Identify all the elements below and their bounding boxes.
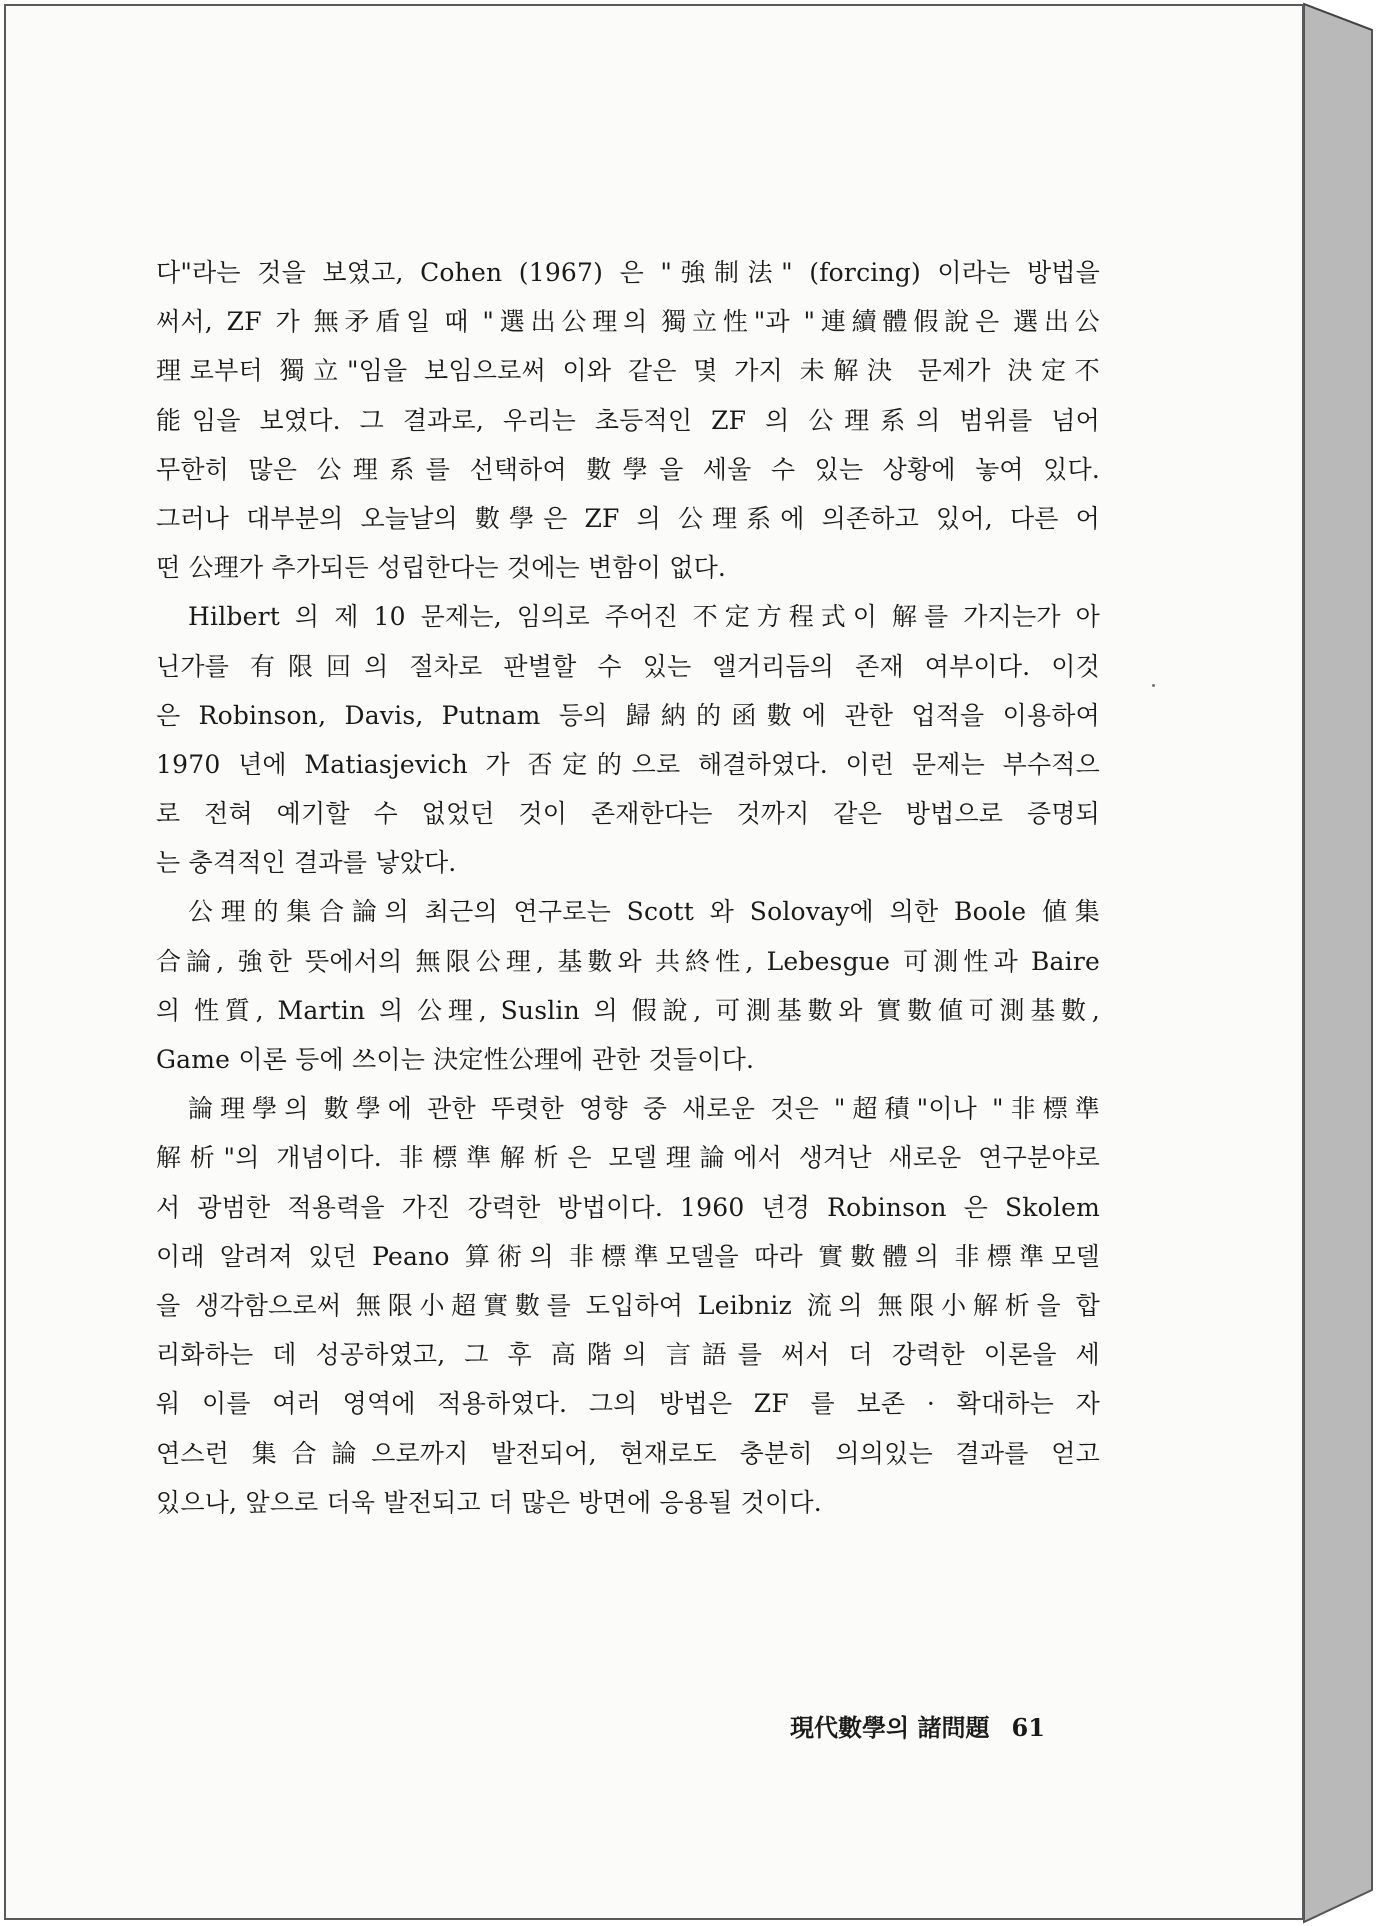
text-line: 로 전혀 예기할 수 없었던 것이 존재한다는 것까지 같은 방법으로 증명되 (156, 799, 1100, 829)
running-title: 現代數學의 諸問題 (790, 1713, 990, 1742)
page-number: 61 (1011, 1713, 1045, 1742)
text-line: 서 광범한 적용력을 가진 강력한 방법이다. 1960 년경 Robinson 은 Skolem (156, 1192, 1100, 1222)
text-line: 의 性質, Martin 의 公理, Suslin 의 假說, 可測基數와 實數値可測基數, (156, 995, 1100, 1025)
text-line: 能임을 보였다. 그 결과로, 우리는 초등적인 ZF 의 公理系의 범위를 넘어 (156, 405, 1100, 435)
text-line: 써서, ZF 가 無矛盾일 때 "選出公理의 獨立性"과 "連續體假說은 選出公 (156, 307, 1100, 337)
paper-speck (1152, 684, 1155, 687)
text-line: 워 이를 여러 영역에 적용하였다. 그의 방법은 ZF 를 보존 · 확대하는 자 (156, 1389, 1100, 1419)
text-line: 연스런 集合論으로까지 발전되어, 현재로도 충분히 의의있는 결과를 얻고 (156, 1438, 1100, 1468)
text-line: 解析"의 개념이다. 非標準解析은 모델理論에서 생겨난 새로운 연구분야로 (156, 1143, 1100, 1173)
text-line: Hilbert 의 제 10 문제는, 임의로 주어진 不定方程式이 解를 가지는가 아 (188, 602, 1100, 632)
text-line: 다"라는 것을 보였고, Cohen (1967) 은 "強制法" (forcing) 이라는 방법을 (156, 258, 1100, 287)
text-line: Game 이론 등에 쓰이는 決定性公理에 관한 것들이다. (156, 1045, 755, 1074)
text-line: 1970 년에 Matiasjevich 가 否定的으로 해결하였다. 이런 문제는 부수적으 (156, 749, 1100, 779)
text-line: 무한히 많은 公理系를 선택하여 數學을 세울 수 있는 상황에 놓여 있다. (156, 454, 1100, 484)
body-text (156, 248, 1100, 1527)
text-line: 은 Robinson, Davis, Putnam 등의 歸納的函數에 관한 업적을 이용하여 (156, 700, 1100, 730)
text-line: 公理的集合論의 최근의 연구로는 Scott 와 Solovay에 의한 Boole 値集 (188, 897, 1100, 927)
text-line: 合論, 強한 뜻에서의 無限公理, 基數와 共終性, Lebesgue 可測性과 Baire (156, 946, 1100, 976)
text-line: 닌가를 有限回의 절차로 판별할 수 있는 앨거리듬의 존재 여부이다. 이것 (156, 651, 1100, 681)
text-line: 을 생각함으로써 無限小超實數를 도입하여 Leibniz 流의 無限小解析을 합 (156, 1290, 1100, 1320)
text-line: 있으나, 앞으로 더욱 발전되고 더 많은 방면에 응용될 것이다. (156, 1487, 822, 1517)
text-line: 理로부터 獨立"임을 보임으로써 이와 같은 몇 가지 未解決 문제가 決定不 (156, 356, 1100, 386)
text-line: 떤 公理가 추가되든 성립한다는 것에는 변함이 없다. (156, 553, 727, 583)
text-line: 그러나 대부분의 오늘날의 數學은 ZF 의 公理系에 의존하고 있어, 다른 어 (156, 503, 1100, 533)
text-line: 論理學의 數學에 관한 뚜렷한 영향 중 새로운 것은 "超積"이나 "非標準 (188, 1094, 1100, 1124)
page-footer (790, 1708, 1045, 1743)
text-line: 는 충격적인 결과를 낳았다. (156, 848, 457, 878)
text-line: 이래 알려져 있던 Peano 算術의 非標準모델을 따라 實數體의 非標準모델 (156, 1241, 1100, 1271)
text-line: 리화하는 데 성공하였고, 그 후 高階의 言語를 써서 더 강력한 이론을 세 (156, 1340, 1100, 1370)
